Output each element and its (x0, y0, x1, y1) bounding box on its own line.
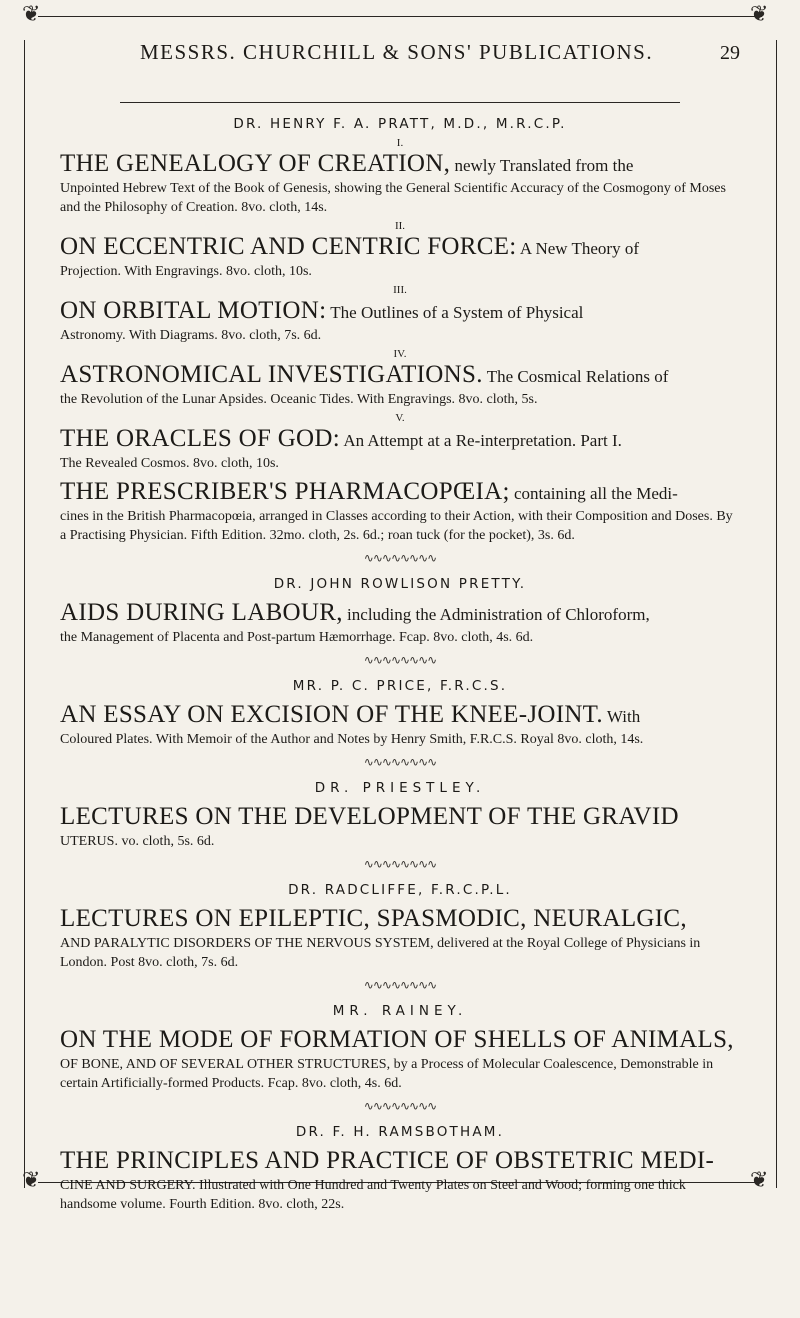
right-border-rule (776, 40, 777, 1188)
entry-number: IV. (393, 348, 407, 360)
entry-number: I. (396, 137, 404, 149)
page-number: 29 (720, 42, 740, 64)
book-title: ON ORBITAL MOTION: (60, 297, 327, 324)
book-description: Astronomy. With Diagrams. 8vo. cloth, 7s. 6d. (60, 328, 322, 343)
book-entry (60, 700, 740, 749)
book-description: Coloured Plates. With Memoir of the Author and Notes by Henry Smith, F.R.C.S. Royal 8vo. cloth, 14s. (60, 732, 644, 747)
author-heading: MR. P. C. PRICE, F.R.C.S. (292, 678, 508, 694)
author-heading: MR. RAINEY. (332, 1003, 468, 1019)
entry-number: V. (395, 412, 405, 424)
author-section (60, 1124, 740, 1214)
book-entry (60, 477, 740, 545)
wavy-divider: ∿∿∿∿∿∿∿∿ (363, 857, 437, 871)
book-entry (60, 1025, 740, 1093)
book-description: cines in the British Pharmacopœia, arranged in Classes according to their Action, with their Composition and Doses. By a Practising Physician. Fifth Edition. 32mo. cloth, 2s. 6d.; roan tuck (for the pocket), 3s. 6d. (60, 509, 733, 543)
title-continuation: including the Administration of Chloroform, (342, 605, 650, 624)
book-title: AIDS DURING LABOUR, (60, 599, 343, 626)
book-title: LECTURES ON EPILEPTIC, SPASMODIC, NEURALGIC, (60, 905, 687, 932)
catalogue-listing (60, 110, 740, 1218)
corner-ornament-icon: ❦ (22, 2, 41, 27)
book-entry (60, 221, 740, 281)
corner-ornament-icon: ❦ (750, 1168, 769, 1193)
book-title: THE PRINCIPLES AND PRACTICE OF OBSTETRIC MEDI- (60, 1147, 715, 1174)
wavy-divider: ∿∿∿∿∿∿∿∿ (363, 653, 437, 667)
title-continuation: With (602, 707, 641, 726)
author-heading: DR. F. H. RAMSBOTHAM. (295, 1124, 505, 1140)
header-underline-rule (120, 102, 680, 103)
entry-number: II. (394, 220, 406, 232)
book-entry (60, 285, 740, 345)
book-description: AND PARALYTIC DISORDERS OF THE NERVOUS SYSTEM, delivered at the Royal College of Physicians in London. Post 8vo. cloth, 7s. 6d. (60, 936, 701, 970)
book-entry (60, 349, 740, 409)
book-entry (60, 598, 740, 647)
book-description: CINE AND SURGERY. Illustrated with One Hundred and Twenty Plates on Steel and Wood; forming one thick handsome volume. Fourth Edition. 8vo. cloth, 22s. (60, 1178, 686, 1212)
author-heading: DR. RADCLIFFE, F.R.C.P.L. (288, 882, 512, 898)
author-heading: DR. HENRY F. A. PRATT, M.D., M.R.C.P. (233, 116, 567, 132)
wavy-divider: ∿∿∿∿∿∿∿∿ (363, 978, 437, 992)
title-continuation: containing all the Medi- (509, 484, 678, 503)
title-continuation: An Attempt at a Re-interpretation. Part I. (340, 431, 622, 450)
book-entry (60, 1146, 740, 1214)
author-section (60, 1003, 740, 1114)
book-entry (60, 904, 740, 972)
author-section (60, 882, 740, 993)
top-border-rule (38, 16, 762, 17)
book-title: AN ESSAY ON EXCISION OF THE KNEE-JOINT. (60, 701, 603, 728)
author-section (60, 678, 740, 770)
book-title: ON ECCENTRIC AND CENTRIC FORCE: (60, 233, 517, 260)
author-heading: DR. PRIESTLEY. (314, 780, 486, 796)
book-title: LECTURES ON THE DEVELOPMENT OF THE GRAVID (60, 803, 679, 830)
title-continuation: newly Translated from the (450, 156, 634, 175)
publisher-heading: MESSRS. CHURCHILL & SONS' PUBLICATIONS. (140, 40, 654, 64)
book-description: Projection. With Engravings. 8vo. cloth, 10s. (60, 264, 312, 279)
book-title: THE PRESCRIBER'S PHARMACOPŒIA; (60, 478, 510, 505)
book-description: the Revolution of the Lunar Apsides. Oceanic Tides. With Engravings. 8vo. cloth, 5s. (60, 392, 538, 407)
author-heading: DR. JOHN ROWLISON PRETTY. (273, 576, 527, 592)
book-description: Unpointed Hebrew Text of the Book of Genesis, showing the General Scientific Accuracy of the Cosmogony of Moses and the Philosophy of Creation. 8vo. cloth, 14s. (60, 181, 726, 215)
title-continuation: A New Theory of (516, 239, 640, 258)
book-title: THE GENEALOGY OF CREATION, (60, 150, 451, 177)
book-description: The Revealed Cosmos. 8vo. cloth, 10s. (60, 456, 279, 471)
author-section (60, 116, 740, 566)
corner-ornament-icon: ❦ (750, 2, 769, 27)
entry-number: III. (393, 284, 407, 296)
author-section (60, 780, 740, 872)
title-continuation: The Cosmical Relations of (482, 367, 669, 386)
book-description: OF BONE, AND OF SEVERAL OTHER STRUCTURES, by a Process of Molecular Coalescence, Demonstrable in certain Artificially-formed Products. Fcap. 8vo. cloth, 4s. 6d. (60, 1057, 714, 1091)
book-entry (60, 138, 740, 217)
book-title: THE ORACLES OF GOD: (60, 425, 341, 452)
wavy-divider: ∿∿∿∿∿∿∿∿ (363, 755, 437, 769)
running-head (140, 40, 740, 65)
book-description: UTERUS. vo. cloth, 5s. 6d. (60, 834, 215, 849)
book-entry (60, 802, 740, 851)
book-description: the Management of Placenta and Post-partum Hæmorrhage. Fcap. 8vo. cloth, 4s. 6d. (60, 630, 534, 645)
book-entry (60, 413, 740, 473)
wavy-divider: ∿∿∿∿∿∿∿∿ (363, 551, 437, 565)
left-border-rule (24, 40, 25, 1188)
book-title: ASTRONOMICAL INVESTIGATIONS. (60, 361, 483, 388)
author-section (60, 576, 740, 668)
title-continuation: The Outlines of a System of Physical (326, 303, 584, 322)
wavy-divider: ∿∿∿∿∿∿∿∿ (363, 1099, 437, 1113)
book-title: ON THE MODE OF FORMATION OF SHELLS OF ANIMALS, (60, 1026, 734, 1053)
corner-ornament-icon: ❦ (22, 1168, 41, 1193)
